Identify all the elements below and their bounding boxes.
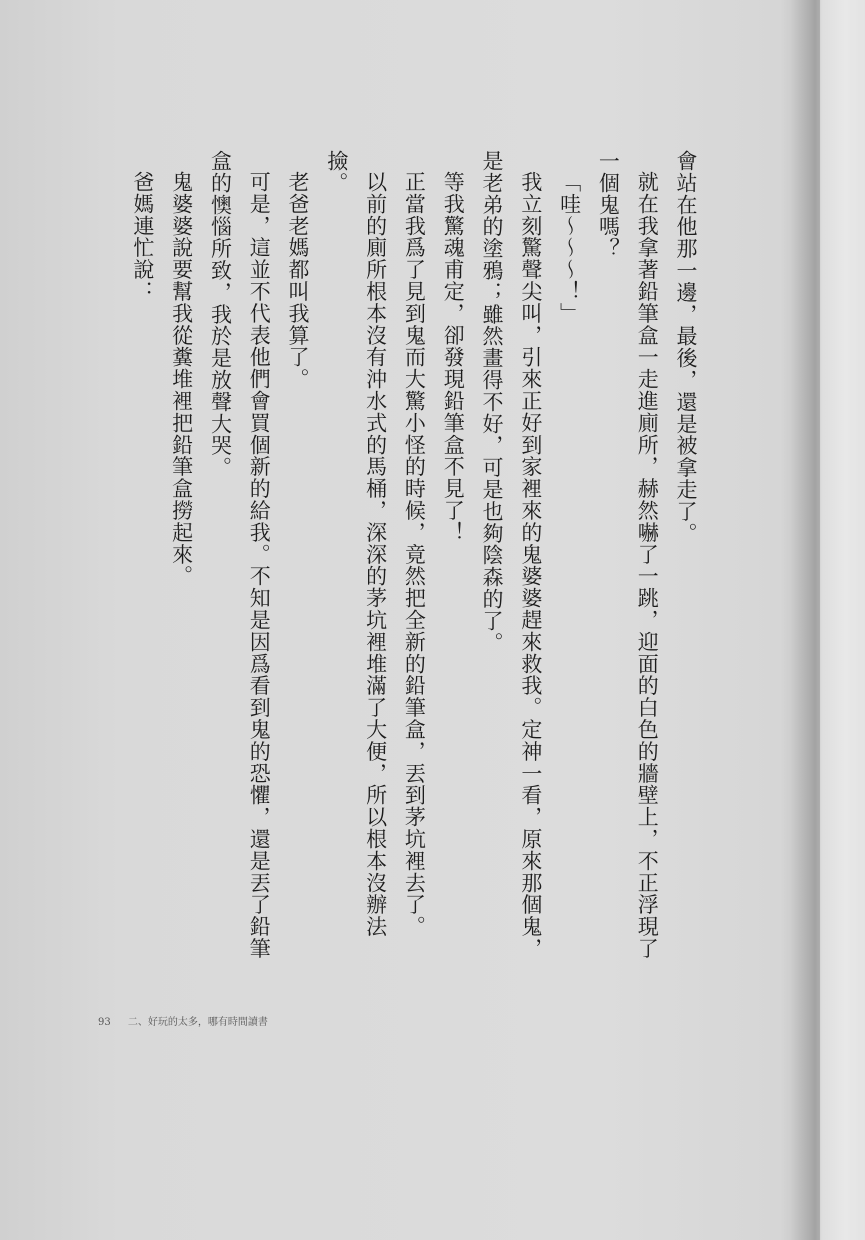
paragraph: 「哇～～～！」	[557, 171, 582, 325]
paragraph: 我立刻驚聲尖叫，引來正好到家裡來的鬼婆婆趕來救我。定神一看，原來那個鬼，是老弟的塗鴉；雖然畫得不好，可是也夠陰森的了。	[480, 150, 543, 960]
paragraph: 爸媽連忙說：	[130, 171, 155, 303]
page-number: 93	[98, 1017, 111, 1028]
paragraph: 鬼婆婆說要幫我從糞堆裡把鉛筆盒撈起來。	[169, 171, 194, 588]
paragraph: 等我驚魂甫定，卻發現鉛筆盒不見了！	[441, 171, 466, 544]
paragraph: 可是，這並不代表他們會買個新的給我。不知是因爲看到鬼的恐懼，還是丟了鉛筆盒的懊惱所致，我於是放聲大哭。	[208, 150, 272, 960]
body-text	[123, 150, 705, 970]
spine-shadow	[790, 0, 820, 1240]
page-footer	[98, 1013, 268, 1028]
paragraph: 會站在他那一邊，最後，還是被拿走了。	[674, 150, 698, 545]
paragraph: 以前的廁所根本沒有沖水式的馬桶，深深的茅坑裡堆滿了大便，所以根本沒辦法撿。	[324, 150, 388, 938]
paragraph: 老爸老媽都叫我算了。	[286, 171, 311, 390]
paragraph: 正當我爲了見到鬼而大驚小怪的時候，竟然把全新的鉛筆盒，丟到茅坑裡去了。	[402, 171, 427, 938]
running-title: 二、好玩的太多，哪有時間讀書	[127, 1017, 268, 1028]
paragraph: 就在我拿著鉛筆盒一走進廁所，赫然嚇了一跳，迎面的白色的牆壁上，不正浮現了一個鬼嗎？	[596, 150, 660, 960]
